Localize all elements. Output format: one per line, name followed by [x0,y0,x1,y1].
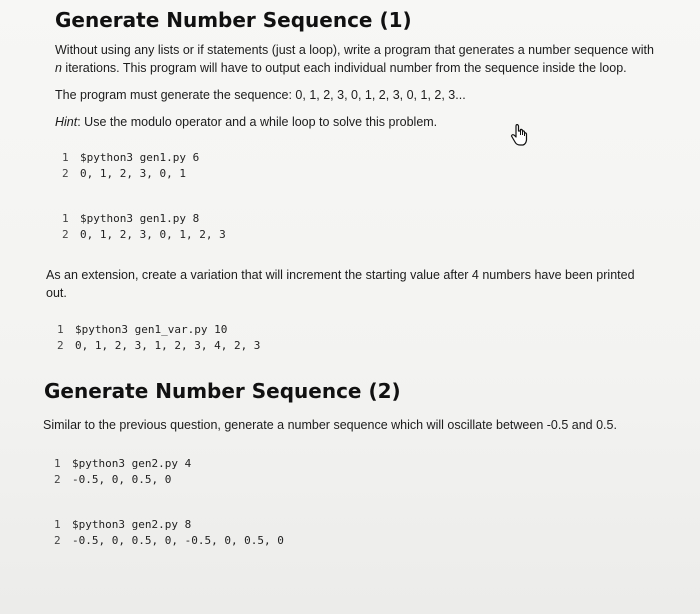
code-line [54,517,284,533]
line-number: 1 [62,212,69,225]
line-number: 2 [54,534,61,547]
code-text: $python3 gen2.py 8 [72,518,192,531]
line-number: 2 [62,167,69,180]
hint-text: : Use the modulo operator and a while loop to solve this problem. [77,115,438,129]
code-block-gen2-4 [54,456,191,488]
extension-line1: As an extension, create a variation that will increment the starting value after 4 numbers have been printed [46,268,635,282]
code-line [62,227,226,243]
code-block-gen1-6 [62,150,199,182]
code-text: $python3 gen1_var.py 10 [75,323,228,336]
section1-intro-em: n [55,61,62,75]
section1-intro-line1: Without using any lists or if statements (just a loop), write a program that generates a number sequence with [55,43,654,57]
code-line [62,150,199,166]
code-text: $python3 gen1.py 6 [80,151,200,164]
line-number: 2 [57,339,64,352]
line-number: 1 [57,323,64,336]
extension-line2: out. [46,286,67,300]
code-block-gen1-var [57,322,260,354]
code-line [62,211,226,227]
section1-title: Generate Number Sequence (1) [55,8,412,32]
code-line [57,322,260,338]
code-text: 0, 1, 2, 3, 1, 2, 3, 4, 2, 3 [75,339,261,352]
code-block-gen2-8 [54,517,284,549]
code-text: 0, 1, 2, 3, 0, 1, 2, 3 [80,228,226,241]
section2-title: Generate Number Sequence (2) [44,379,401,403]
hand-pointer-icon [508,124,530,148]
code-line [57,338,260,354]
code-text: 0, 1, 2, 3, 0, 1 [80,167,186,180]
line-number: 2 [54,473,61,486]
code-line [54,456,191,472]
code-text: $python3 gen1.py 8 [80,212,200,225]
section1-extension [46,266,676,302]
section1-intro [55,41,675,77]
section1-hint [55,113,675,131]
section1-sequence: The program must generate the sequence: 0, 1, 2, 3, 0, 1, 2, 3, 0, 1, 2, 3... [55,88,466,102]
line-number: 1 [54,518,61,531]
code-block-gen1-8 [62,211,226,243]
line-number: 1 [54,457,61,470]
section1-intro-line2: iterations. This program will have to output each individual number from the sequence inside the loop. [61,61,627,75]
section2-intro: Similar to the previous question, generate a number sequence which will oscillate between -0.5 and 0.5. [43,418,617,432]
code-text: $python3 gen2.py 4 [72,457,192,470]
code-text: -0.5, 0, 0.5, 0 [72,473,172,486]
line-number: 1 [62,151,69,164]
hint-label: Hint [55,115,78,129]
code-line [62,166,199,182]
code-text: -0.5, 0, 0.5, 0, -0.5, 0, 0.5, 0 [72,534,284,547]
code-line [54,533,284,549]
line-number: 2 [62,228,69,241]
code-line [54,472,191,488]
